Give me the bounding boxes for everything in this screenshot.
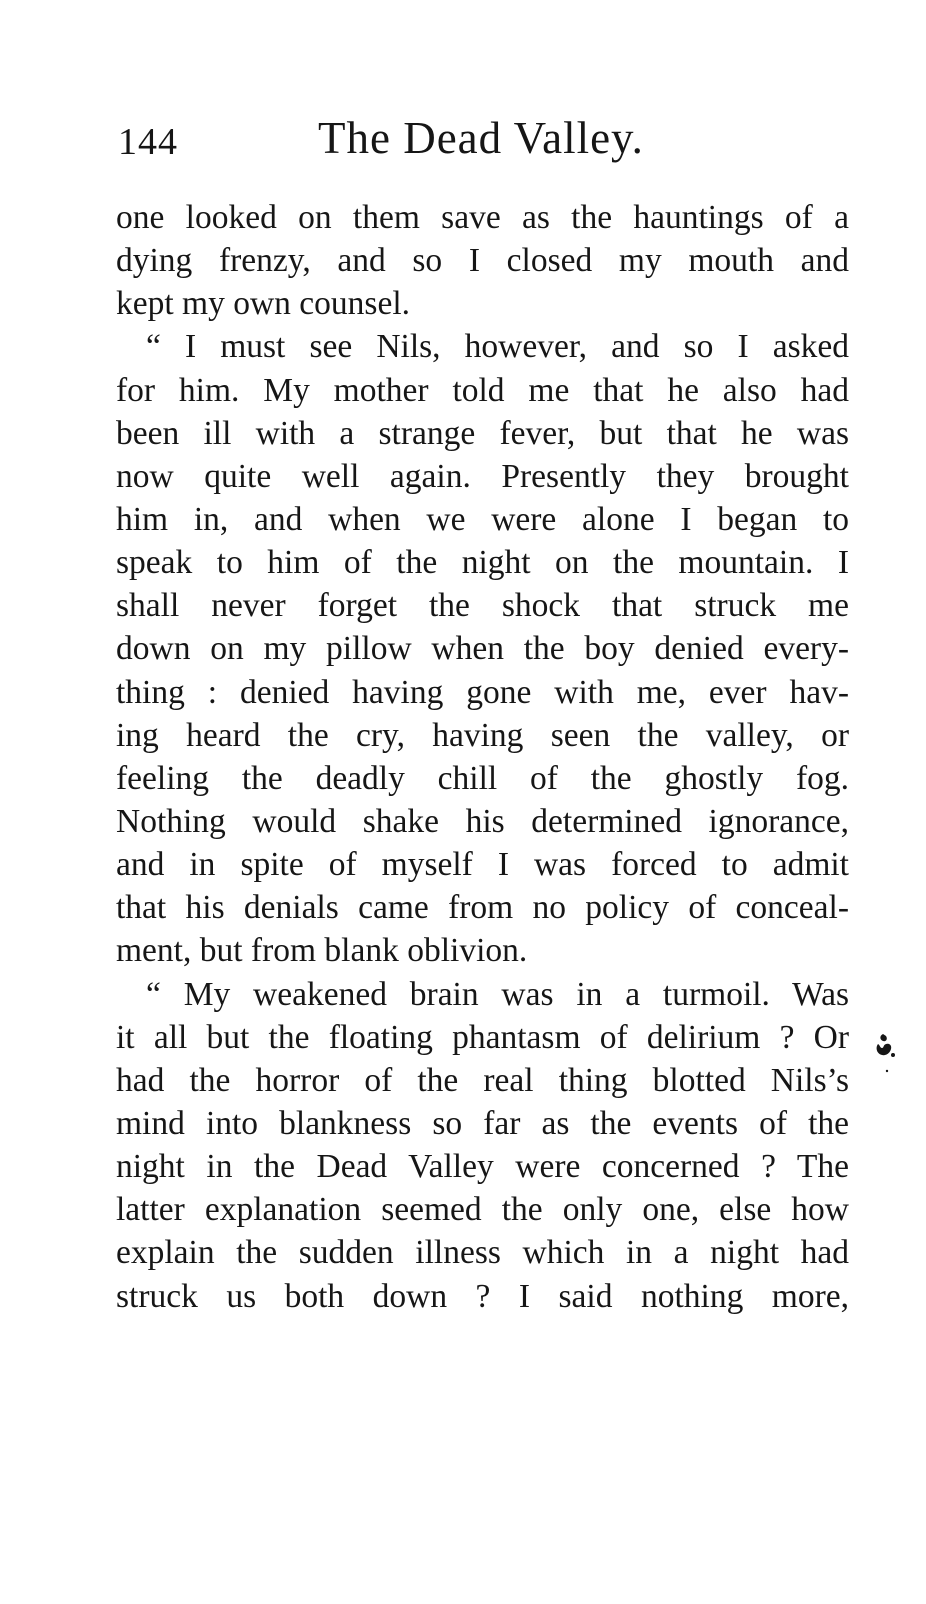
text-line: dying frenzy, and so I closed my mouth and	[116, 242, 849, 280]
text-line: now quite well again. Presently they brought	[116, 457, 849, 495]
text-line: Nothing would shake his determined ignorance,	[116, 802, 849, 840]
text-line: latter explanation seemed the only one, else how	[116, 1191, 849, 1229]
text-line: and in spite of myself I was forced to admit	[116, 846, 849, 884]
text-line: one looked on them save as the hauntings of a	[116, 199, 849, 236]
text-line: mind into blankness so far as the events of the	[116, 1104, 849, 1142]
text-line: ing heard the cry, having seen the valley, or	[116, 716, 849, 754]
running-head	[116, 112, 656, 172]
text-line: feeling the deadly chill of the ghostly fog.	[116, 759, 849, 797]
text-line: it all but the floating phantasm of delirium ? Or	[116, 1018, 849, 1056]
body-text	[116, 196, 849, 1318]
page-title: The Dead Valley.	[318, 113, 644, 163]
text-line: struck us both down ? I said nothing more,	[116, 1277, 849, 1315]
text-line: kept my own counsel.	[116, 285, 411, 323]
text-line: him in, and when we were alone I began to	[116, 500, 849, 538]
margin-ornament-icon	[872, 1030, 898, 1074]
text-line: explain the sudden illness which in a night had	[116, 1234, 849, 1272]
page-number: 144	[118, 121, 178, 163]
text-line: “ My weakened brain was in a turmoil. Was	[146, 975, 849, 1013]
text-line: had the horror of the real thing blotted Nils’s	[116, 1061, 849, 1099]
text-line: down on my pillow when the boy denied every-	[116, 630, 849, 668]
text-line: been ill with a strange fever, but that he was	[116, 414, 849, 452]
text-line: “ I must see Nils, however, and so I asked	[146, 328, 849, 366]
text-line: for him. My mother told me that he also had	[116, 371, 849, 409]
text-line: night in the Dead Valley were concerned ? The	[116, 1148, 849, 1186]
text-line: ment, but from blank oblivion.	[116, 932, 528, 970]
text-line: thing : denied having gone with me, ever hav-	[116, 673, 849, 711]
text-line: that his denials came from no policy of conceal-	[116, 889, 849, 927]
text-line: shall never forget the shock that struck me	[116, 587, 849, 625]
text-line: speak to him of the night on the mountain. I	[116, 544, 849, 582]
